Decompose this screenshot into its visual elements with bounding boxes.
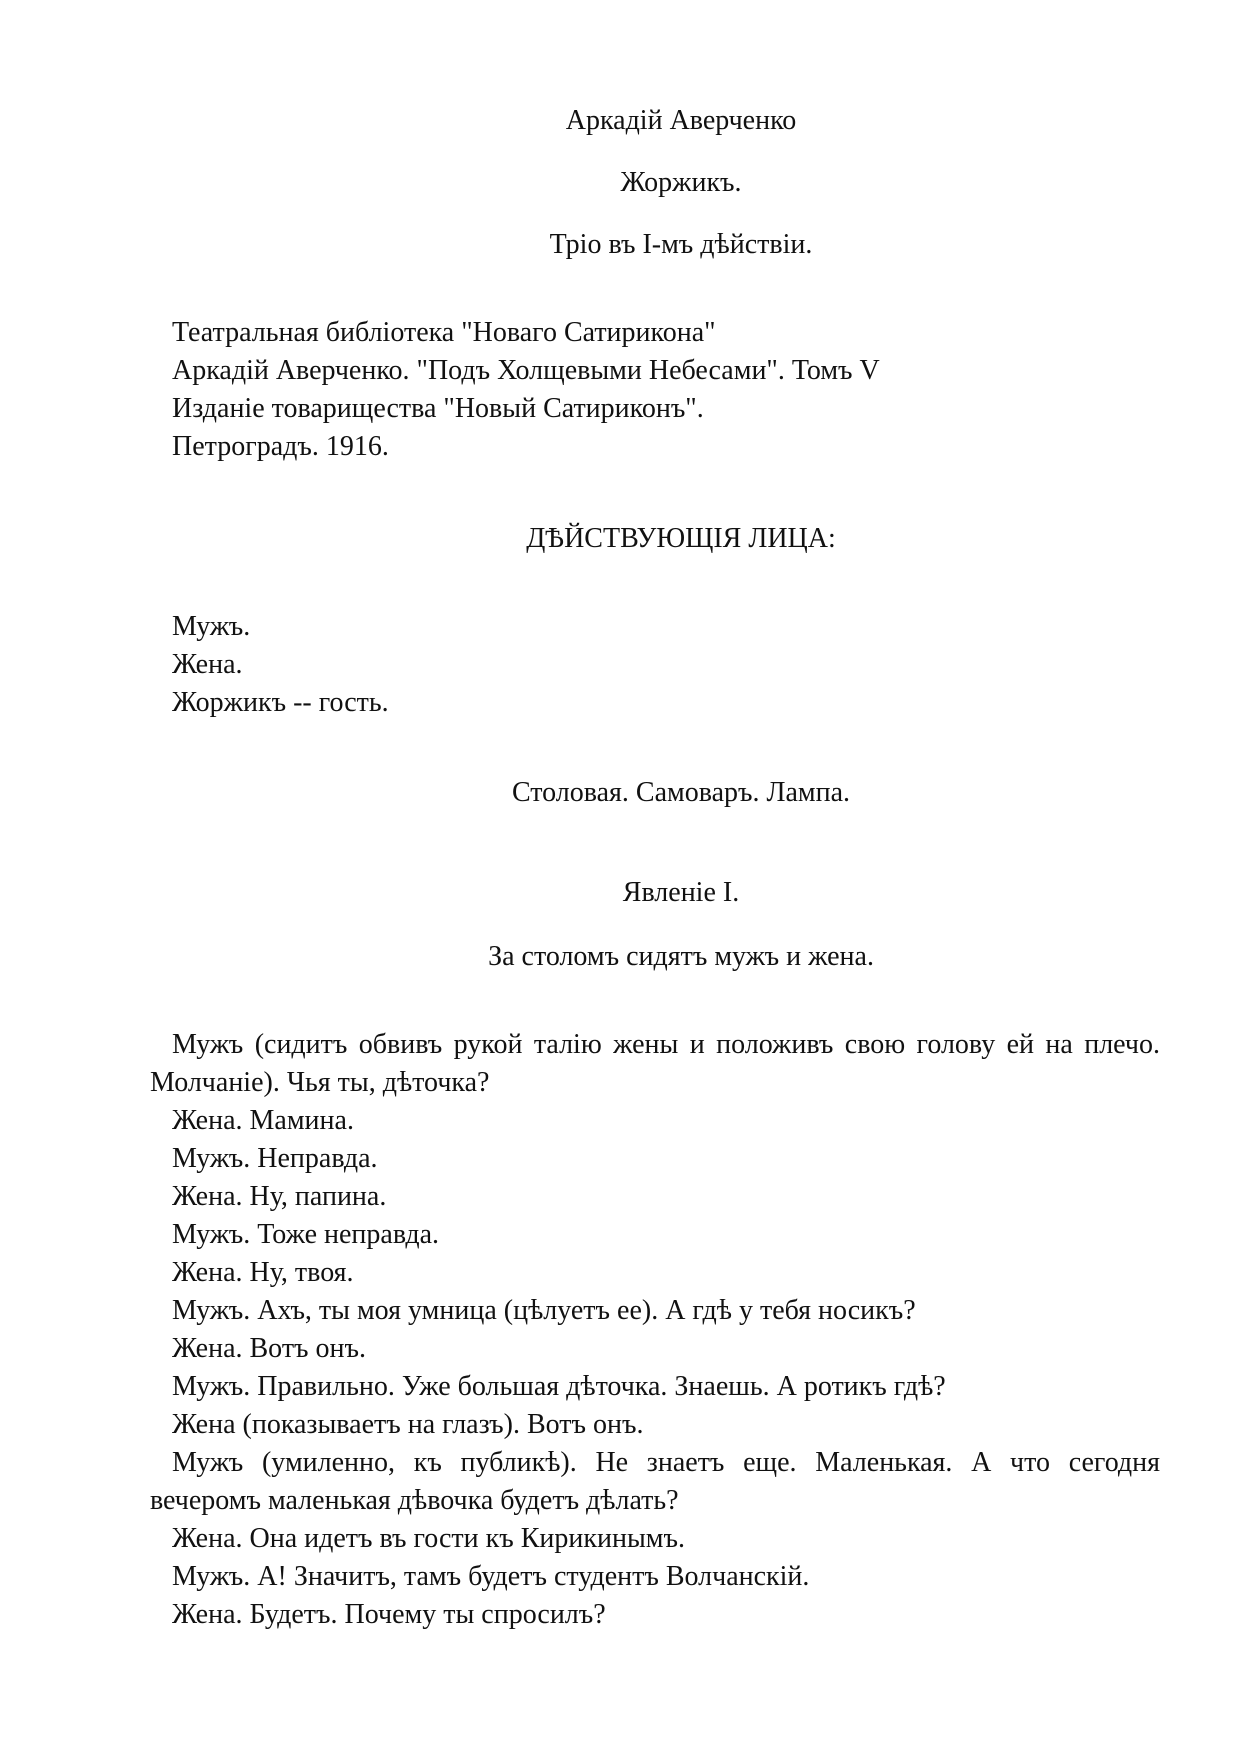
dialogue-line: Жена. Ну, папина. bbox=[172, 1181, 387, 1212]
dialogue-line: Мужъ (умиленно, къ публикѣ). Не знаетъ еще. Маленькая. А что сегодня вечеромъ маленькая дѣвочка будетъ дѣлать? bbox=[150, 1447, 1160, 1516]
dialogue-line: Мужъ. Неправда. bbox=[172, 1143, 378, 1174]
cast-member: Жоржикъ -- гость. bbox=[172, 687, 389, 718]
cast-member: Мужъ. bbox=[172, 611, 251, 642]
dialogue-line: Жена. Мамина. bbox=[172, 1105, 354, 1136]
dialogue-line: Мужъ (сидитъ обвивъ рукой талію жены и положивъ свою голову ей на плечо. Молчаніе). Чья ты, дѣточка? bbox=[150, 1029, 1160, 1098]
dialogue-line: Мужъ. А! Значитъ, тамъ будетъ студентъ Волчанскій. bbox=[172, 1561, 810, 1592]
publication-line: Аркадій Аверченко. "Подъ Холщевыми Небесами". Томъ V bbox=[172, 355, 880, 386]
play-title: Жоржикъ. bbox=[620, 167, 742, 198]
dialogue-line: Мужъ. Ахъ, ты моя умница (цѣлуетъ ее). А гдѣ у тебя носикъ? bbox=[172, 1295, 916, 1326]
stage-direction: За столомъ сидятъ мужъ и жена. bbox=[488, 941, 874, 972]
publication-line: Петроградъ. 1916. bbox=[172, 431, 389, 462]
publication-line: Изданіе товарищества "Новый Сатириконъ". bbox=[172, 393, 704, 424]
dialogue-line: Жена. Будетъ. Почему ты спросилъ? bbox=[172, 1599, 606, 1630]
dialogue-line: Жена (показываетъ на глазъ). Вотъ онъ. bbox=[172, 1409, 644, 1440]
play-subtitle: Тріо въ I-мъ дѣйствіи. bbox=[549, 229, 813, 260]
publication-line: Театральная библіотека "Новаго Сатирикона" bbox=[172, 317, 716, 348]
dialogue-line: Жена. Ну, твоя. bbox=[172, 1257, 354, 1288]
dialogue-line: Жена. Она идетъ въ гости къ Кирикинымъ. bbox=[172, 1523, 685, 1554]
scene-title: Явленіе I. bbox=[622, 877, 740, 908]
dialogue-line: Мужъ. Правильно. Уже большая дѣточка. Знаешь. А ротикъ гдѣ? bbox=[172, 1371, 946, 1402]
dialogue-line: Жена. Вотъ онъ. bbox=[172, 1333, 366, 1364]
cast-member: Жена. bbox=[172, 649, 243, 680]
dialogue-line: Мужъ. Тоже неправда. bbox=[172, 1219, 440, 1250]
cast-heading: ДѢЙСТВУЮЩІЯ ЛИЦА: bbox=[526, 523, 836, 554]
setting-description: Столовая. Самоваръ. Лампа. bbox=[511, 777, 851, 808]
author-name: Аркадій Аверченко bbox=[565, 105, 797, 136]
